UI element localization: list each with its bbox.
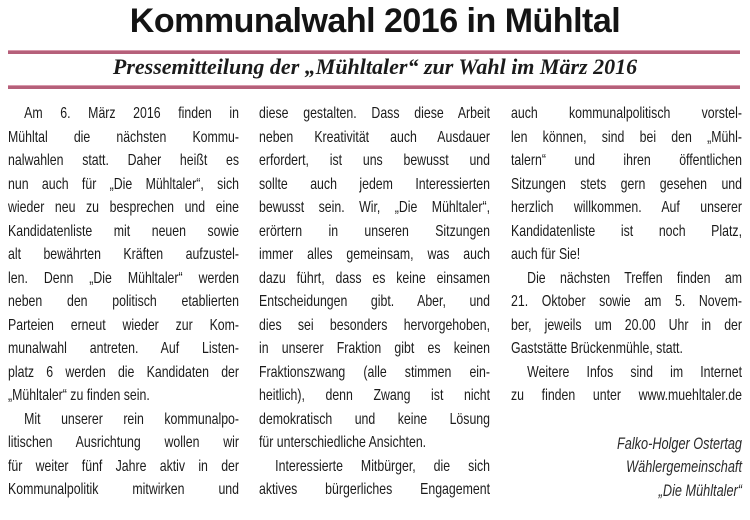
text-line: herzlich willkommen. Auf unserer	[511, 199, 742, 216]
text-line: erörtern in unseren Sitzungen	[259, 222, 490, 240]
text-line: Mit unserer rein kommunalpo-	[24, 410, 240, 428]
text-line: ber, jeweils um 20.00 Uhr in der	[511, 316, 742, 334]
bottom-divider-rule	[8, 85, 740, 89]
text-line: Interessierte Mitbürger, die sich	[275, 457, 490, 475]
signature-block	[511, 433, 742, 504]
text-column-middle	[259, 102, 490, 502]
text-line: alt bewährten Kräften aufzustel-	[8, 246, 239, 263]
text-line: in unserer Fraktion gibt es keinen	[259, 340, 490, 357]
text-line: Kandidatenliste ist noch Platz,	[511, 222, 742, 240]
text-line: talern“ und ihren öffentlichen	[511, 152, 742, 169]
text-line: len. Denn „Die Mühltaler“ werden	[8, 269, 239, 287]
text-line: Parteien erneut wieder zur Kom-	[8, 316, 239, 334]
text-line: aktives bürgerliches Engagement	[259, 481, 490, 498]
signature-line: Wählergemeinschaft	[626, 458, 742, 476]
article-body	[8, 102, 750, 520]
text-line: für weiter fünf Jahre aktiv in der	[8, 457, 239, 475]
page-title: Kommunalwahl 2016 in Mühltal	[129, 2, 621, 40]
text-line: demokratisch und keine Lösung	[259, 410, 490, 428]
text-line: Gaststätte Brückenmühle, statt.	[511, 340, 683, 357]
text-line: „Mühltaler“ zu finden sein.	[8, 387, 150, 404]
text-line: Entscheidungen gibt. Aber, und	[259, 293, 490, 310]
text-line: zu finden unter www.muehltaler.de	[511, 387, 742, 404]
text-line: Kandidatenliste mit neuen sowie	[8, 222, 239, 240]
text-line: sollte auch jedem Interessierten	[259, 175, 490, 193]
paragraph	[259, 102, 490, 455]
text-line: Fraktionszwang (alle stimmen ein-	[259, 363, 490, 381]
text-line: Kommunalpolitik mitwirken und	[8, 481, 239, 498]
text-line: Am 6. März 2016 finden in	[24, 105, 240, 122]
signature-line: Falko-Holger Ostertag	[617, 434, 742, 453]
text-line: dazu führt, dass es keine einsamen	[259, 269, 490, 287]
text-line: Mühltal die nächsten Kommu-	[8, 128, 239, 146]
text-line: len können, sind bei den „Mühl-	[511, 128, 742, 146]
text-line: diese gestalten. Dass diese Arbeit	[259, 105, 490, 122]
text-line: Sitzungen stets gern gesehen und	[511, 175, 742, 193]
text-line: dies sei besonders hervorgehoben,	[259, 316, 490, 334]
text-line: heitlich), denn Zwang ist nicht	[259, 387, 490, 404]
text-line: Die nächsten Treffen finden am	[527, 269, 742, 287]
text-line: 21. Oktober sowie am 5. Novem-	[511, 293, 742, 310]
text-line: Weitere Infos sind im Internet	[527, 363, 742, 381]
signature-line: „Die Mühltaler“	[658, 481, 742, 500]
text-line: erfordert, ist uns bewusst und	[259, 152, 490, 169]
text-line: neben Kreativität auch Ausdauer	[259, 128, 490, 146]
text-line: auch kommunalpolitisch vorstel-	[511, 105, 742, 122]
text-line: nalwahlen statt. Daher heißt es	[8, 152, 239, 169]
paragraph	[511, 267, 742, 361]
paragraph	[259, 455, 490, 502]
text-line: platz 6 werden die Kandidaten der	[8, 363, 239, 381]
text-line: neben den politisch etablierten	[8, 293, 239, 310]
text-line: für unterschiedliche Ansichten.	[259, 434, 427, 451]
page-subtitle: Pressemitteilung der „Mühltaler“ zur Wahl im März 2016	[112, 54, 638, 79]
text-line: immer alles gemeinsam, was auch	[259, 246, 490, 263]
paragraph	[8, 408, 239, 502]
text-line: munalwahl antreten. Auf Listen-	[8, 340, 239, 357]
text-line: bewusst sein. Wir, „Die Mühltaler“,	[259, 199, 490, 216]
text-line: litischen Ausrichtung wollen wir	[8, 434, 239, 451]
text-line: auch für Sie!	[511, 246, 581, 263]
text-line: wieder neu zu besprechen und eine	[8, 199, 239, 216]
text-column-left	[8, 102, 239, 502]
text-column-right	[511, 102, 742, 503]
text-line: nun auch für „Die Mühltaler“, sich	[8, 175, 239, 193]
paragraph	[511, 361, 742, 408]
paragraph	[8, 102, 239, 408]
paragraph	[511, 102, 742, 267]
